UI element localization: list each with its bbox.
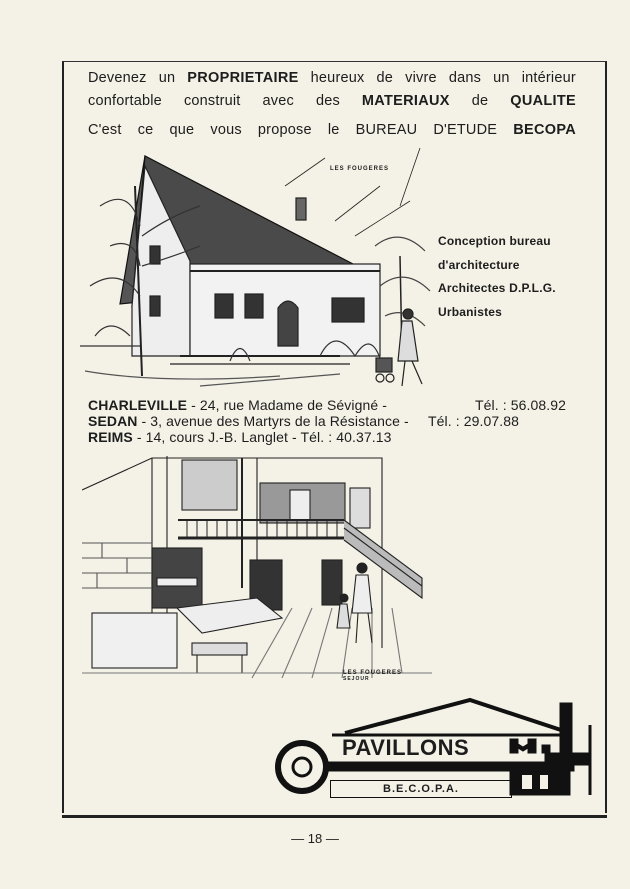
page-number: — 18 — — [291, 831, 339, 846]
word: BUREAU — [355, 122, 418, 138]
word-becopa: BECOPA — [513, 122, 576, 138]
city-name: SEDAN — [88, 413, 138, 429]
word: D'ETUDE — [433, 122, 498, 138]
phone: Tél. : 40.37.13 — [300, 429, 392, 445]
word: un — [158, 70, 176, 86]
intro-line-3 — [88, 122, 576, 138]
service-conception: Conception bureau — [438, 234, 551, 248]
intro-line-2 — [88, 93, 576, 109]
service-architecture: d'architecture — [438, 257, 520, 272]
word: confortable — [88, 93, 162, 109]
word: dans — [448, 70, 482, 86]
street: - 24, rue Madame de Sévigné - — [191, 397, 388, 413]
intro-line-1 — [88, 70, 576, 86]
address-sedan — [88, 413, 520, 429]
word: construit — [183, 93, 241, 109]
house-illustration — [80, 146, 435, 391]
address-charleville — [88, 397, 567, 413]
word: C'est — [88, 122, 122, 138]
word: Devenez — [88, 70, 147, 86]
phone: Tél. : 29.07.88 — [428, 413, 520, 429]
interior-caption-title: LES FOUGERES — [343, 670, 403, 676]
street: - 3, avenue des Martyrs de la Résistance - — [141, 413, 409, 429]
logo-subtitle: B.E.C.O.P.A. — [330, 780, 512, 798]
city-name: CHARLEVILLE — [88, 397, 188, 413]
word: vous — [210, 122, 242, 138]
address-reims — [88, 429, 392, 445]
word: avec — [262, 93, 294, 109]
interior-caption — [343, 670, 402, 682]
word: un — [493, 70, 510, 86]
word: heureux — [310, 70, 365, 86]
phone: Tél. : 56.08.92 — [475, 397, 567, 413]
word: propose — [257, 122, 312, 138]
services-list — [438, 230, 556, 324]
word: intérieur — [521, 70, 576, 86]
service-urbanistes: Urbanistes — [438, 304, 503, 319]
logo-brand: PAVILLONS — [342, 735, 470, 760]
interior-illustration — [82, 448, 432, 683]
word-materiaux: MATERIAUX — [361, 93, 450, 109]
word-proprietaire: PROPRIETAIRE — [187, 70, 299, 86]
interior-caption-subtitle: SEJOUR — [343, 676, 370, 682]
house-caption: LES FOUGERES — [330, 166, 390, 172]
service-architectes: Architectes D.P.L.G. — [438, 281, 556, 295]
word: des — [315, 93, 340, 109]
word-qualite: QUALITE — [510, 93, 576, 109]
frame-bottom-rule — [62, 815, 607, 818]
word: le — [327, 122, 340, 138]
word: que — [169, 122, 195, 138]
street: - 14, cours J.-B. Langlet - — [136, 429, 297, 445]
word: de — [376, 70, 394, 86]
city-name: REIMS — [88, 429, 133, 445]
word: vivre — [405, 70, 437, 86]
word: ce — [137, 122, 154, 138]
word: de — [471, 93, 489, 109]
